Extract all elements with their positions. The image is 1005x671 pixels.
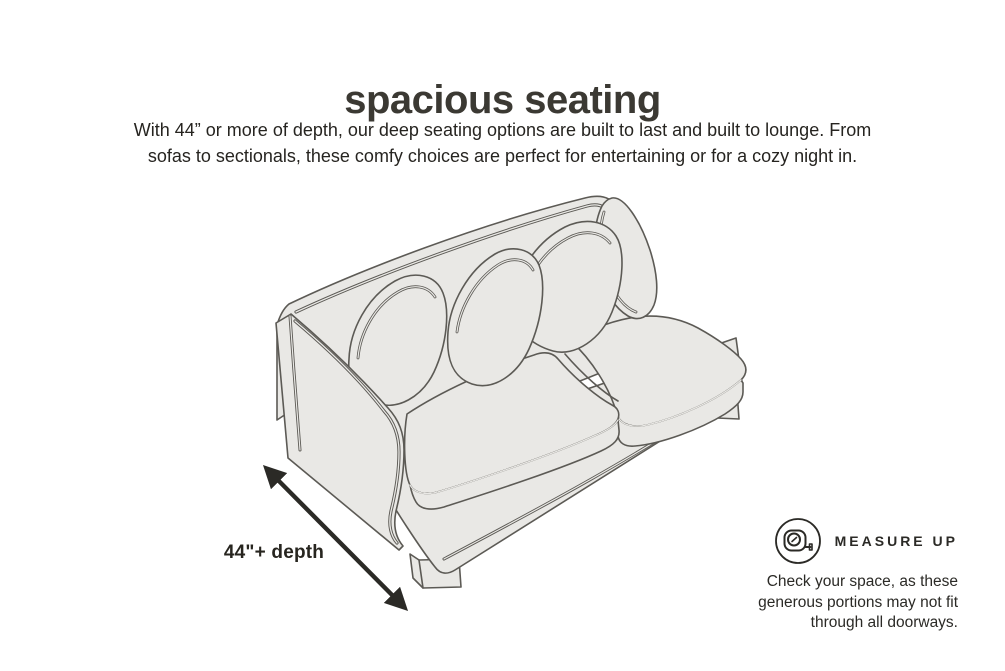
measure-note-line-2: generous portions may not fit [758, 593, 958, 611]
description-line-1: With 44” or more of depth, our deep seating options are built to last and built to lounge. From [133, 120, 872, 140]
measure-up-callout [658, 517, 958, 634]
depth-label: 44"+ depth [223, 542, 325, 563]
measure-note-line-3: through all doorways. [810, 614, 958, 631]
page-title: spacious seating [344, 77, 661, 122]
measure-up-heading: MEASURE UP [834, 533, 958, 549]
tape-measure-icon [774, 517, 822, 565]
measure-up-header [658, 517, 958, 565]
description-line-2: sofas to sectionals, these comfy choices are perfect for entertaining or for a cozy night in. [147, 146, 858, 166]
measure-up-note [658, 572, 958, 634]
measure-note-line-1: Check your space, as these [766, 573, 958, 590]
